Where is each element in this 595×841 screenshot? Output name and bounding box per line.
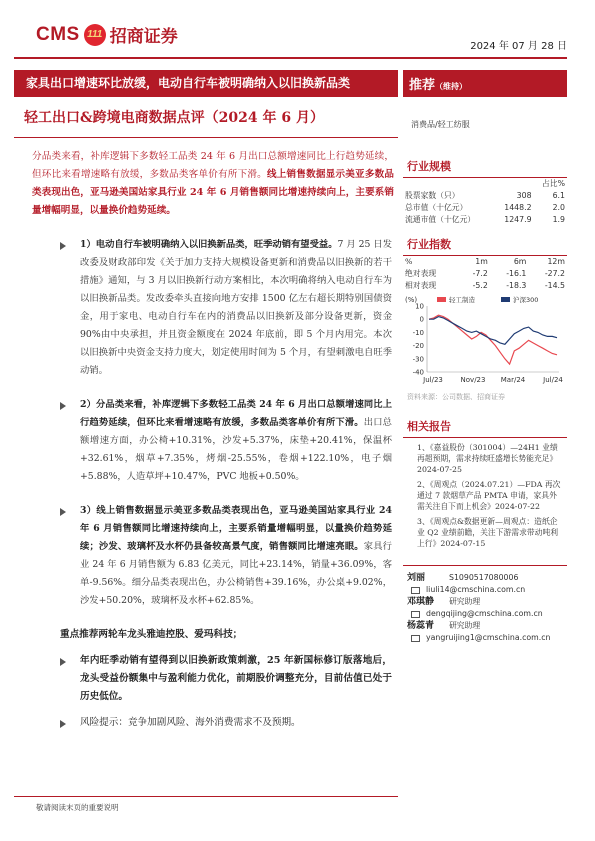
legend-label: 沪深300 [513,296,539,304]
related-report-link[interactable] [403,438,567,475]
row-label: 相对表现 [405,281,437,290]
row-value: 308 [516,191,532,200]
analyst-email-row [407,584,567,596]
table-row [403,280,567,292]
mail-icon [411,587,420,594]
summary-paragraph [14,148,398,220]
analyst-row [407,572,567,584]
risk-bullet [14,714,398,732]
analyst-email-row [407,608,567,620]
bullet-heading: 1）电动自行车被明确纳入以旧换新品类，旺季动销有望受益。 [80,239,338,250]
row-value: -27.2 [544,269,565,278]
header-divider [14,57,567,59]
analyst-name: 杨蕊青 [407,621,435,631]
related-report-link[interactable] [403,512,567,549]
report-subtitle: 轻工出口&跨境电商数据点评（2024 年 6 月） [24,110,324,126]
analyst-row [407,620,567,632]
x-tick-label: Jul/24 [543,376,563,384]
footer-note: 敬请阅读末页的重要说明 [36,803,119,812]
headline-banner: 家具出口增速环比放缓，电动自行车被明确纳入以旧换新品类 [14,70,398,97]
pct-header: 占比% [541,179,565,188]
rating-main: 推荐 [409,78,436,93]
logo-badge-text: 111 [87,29,103,40]
logo-cms-text: CMS [36,23,80,45]
bullet-heading: 2）分品类来看，补库逻辑下多数轻工品类 24 年 6 月出口总额增速同比上行趋势延续，但环比来看增速略有放缓，多数品类客单价有所下滑。 [80,399,392,428]
summary-lead: 分品类来看，补库逻辑下多数轻工品类 24 年 6 月出口总额增速同比上行趋势延续，但环比来看增速略有放缓，多数品类客单价有所下滑。 [32,151,394,180]
bullet-list [14,236,398,610]
legend-swatch [501,297,510,302]
analyst-section [403,565,567,644]
company-logo [36,22,178,47]
sidebar [403,70,567,644]
row-value: -5.2 [472,281,488,290]
y-axis-label: (%) [405,296,418,304]
col-header: 1m [475,257,488,266]
table-row [403,190,567,202]
y-tick-label: 10 [415,302,424,311]
industry-scale-section [403,158,567,226]
risk-text: 风险提示：竞争加剧风险、海外消费需求不及预期。 [80,717,301,728]
series-line-1 [429,317,557,345]
row-pct: 6.1 [552,191,565,200]
logo-badge-icon [84,24,106,46]
main-column [14,70,398,732]
analyst-cert-id: S1090517080006 [449,573,519,582]
scale-table [403,178,567,226]
analyst-role: 研究助理 [449,621,481,630]
col-header: % [405,257,413,266]
triangle-bullet-icon [60,720,66,728]
y-tick-label: 0 [419,315,424,324]
analyst-email[interactable]: yangruijing1@cmschina.com.cn [426,633,551,642]
focus-bullet [14,652,398,706]
x-tick-label: Mar/24 [500,376,526,384]
row-value: -18.3 [506,281,527,290]
y-tick-label: -30 [412,355,424,364]
row-label: 绝对表现 [405,269,437,278]
analyst-name: 邓琪静 [407,597,435,607]
analyst-row [407,596,567,608]
bullet-item [14,236,398,380]
col-header: 12m [547,257,565,266]
bullet-heading: 3）线上销售数据显示美亚多数品类表现出色，亚马逊美国站家具行业 24 年 6 月销售额同比增速持续向上，主要系销量增幅明显，以量换价趋势延续；沙发、玻璃杯及水杯仍县备较高景气度，销售额同比增速亮眼。 [80,505,392,552]
industry-index-section [403,236,567,402]
bullet-body: 出口总额增速方面，办公椅+10.31%，沙发+5.37%，床垫+20.41%，保温杯+32.61%，烟草+7.35%，烤烟-25.55%，卷烟+122.10%，电子烟+5.88%，人造草坪+10.47%，PVC 地板+0.50%。 [80,417,392,482]
analyst-name: 刘丽 [407,573,426,583]
row-value: -7.2 [472,269,488,278]
legend-label: 轻工制造 [449,296,475,304]
y-tick-label: -20 [412,342,424,351]
row-pct: 2.0 [552,203,565,212]
rating-sub: （维持） [435,81,468,91]
table-row [403,268,567,280]
row-label: 股票家数（只） [405,191,460,200]
bullet-item [14,396,398,486]
chart-source: 资料来源：公司数据、招商证券 [407,393,505,401]
index-chart-svg [403,294,567,386]
related-report-text: 3、《周观点&数据更新—周观点：造纸企业 Q2 业绩前瞻，关注下游需求带动吨利上行》2024-07-15 [417,517,559,548]
analyst-email[interactable]: liuli14@cmschina.com.cn [426,585,526,594]
mail-icon [411,611,420,618]
table-row [403,202,567,214]
triangle-bullet-icon [60,242,66,250]
analyst-email[interactable]: dengqijing@cmschina.com.cn [426,609,543,618]
rating-banner [403,70,567,97]
y-tick-label: -10 [412,328,424,337]
analyst-email-row [407,632,567,644]
triangle-bullet-icon [60,402,66,410]
col-header: 6m [513,257,527,266]
subtitle-divider [14,137,398,138]
analyst-role: 研究助理 [449,597,481,606]
related-report-text: 1、《嘉益股份（301004）—24H1 业绩再超预期，需求持续旺盛增长势能充足》2024-07-25 [417,443,558,474]
table-header-row [403,256,567,268]
table-row [403,214,567,226]
row-label: 流通市值（十亿元） [405,215,476,224]
bullet-body: 7 月 25 日发改委及财政部印发《关于加力支持大规模设备更新和消费品以旧换新的若干措施》通知，与 3 月以旧换新行动方案相比，本次明确将纳入电动自行车为以旧换新品类。发改委牵头直接向地方安排 1500 亿左右超长期特别国债资金，用于家电、电动自行车在内的消费品以旧换新及部分设备更新，资金 90%由中央承担，并且资金额度在 2024 年底前，即 5 个月内用完。本次以旧换新中央资金支持力度大，划定使用时间为 5 个月，有望刺激电自旺季动销。 [80,239,393,376]
x-tick-label: Jul/23 [423,376,443,384]
index-title: 行业指数 [403,236,567,256]
legend-swatch [437,297,446,302]
focus-bullet-text: 年内旺季动销有望得到以旧换新政策刺激，25 年新国标修订版落地后，龙头受益份额集中与盈利能力优化，前期股价调整充分，目前估值已处于历史低位。 [80,655,392,702]
triangle-bullet-icon [60,658,66,666]
bullet-body: 家具行业 24 年 6 月销售额为 6.83 亿美元，同比+23.14%，销量+36.09%，客单-9.56%。细分品类表现出色，办公椅销售+39.16%，办公桌+9.02%，沙发+50.20%，玻璃杯及水杯+62.85%。 [80,541,392,606]
x-tick-label: Nov/23 [460,376,486,384]
related-report-link[interactable] [403,475,567,512]
row-value: -16.1 [506,269,527,278]
related-reports-section [403,418,567,549]
footer-divider [14,796,398,797]
table-header-row [403,178,567,190]
index-chart [403,294,567,390]
mail-icon [411,635,420,642]
report-date: 2024 年 07 月 28 日 [470,41,567,52]
index-table [403,256,567,292]
scale-title: 行业规模 [403,158,567,178]
logo-cn-text: 招商证券 [109,27,178,47]
row-label: 总市值（十亿元） [405,203,468,212]
summary-bold: 线上销售数据显示美亚多数品类表现出色，亚马逊美国站家具行业 24 年 6 月销售额同比增速持续向上，主要系销量增幅明显，以量换价趋势延续。 [32,169,394,216]
related-report-text: 2、《周观点（2024.07.21）—FDA 再次通过 7 款烟草产品 PMTA 申请，家具外需关注自下而上机会》2024-07-22 [417,480,561,511]
row-pct: 1.9 [552,215,565,224]
triangle-bullet-icon [60,508,66,516]
bullet-item [14,502,398,610]
industry-label: 消费品/轻工纺服 [411,120,470,129]
focus-recommendation: 重点推荐两轮车龙头雅迪控股、爱玛科技； [60,629,243,640]
row-value: -14.5 [544,281,565,290]
related-title: 相关报告 [403,418,567,438]
row-value: 1247.9 [504,215,532,224]
y-tick-label: -40 [412,368,424,377]
row-value: 1448.2 [504,203,532,212]
